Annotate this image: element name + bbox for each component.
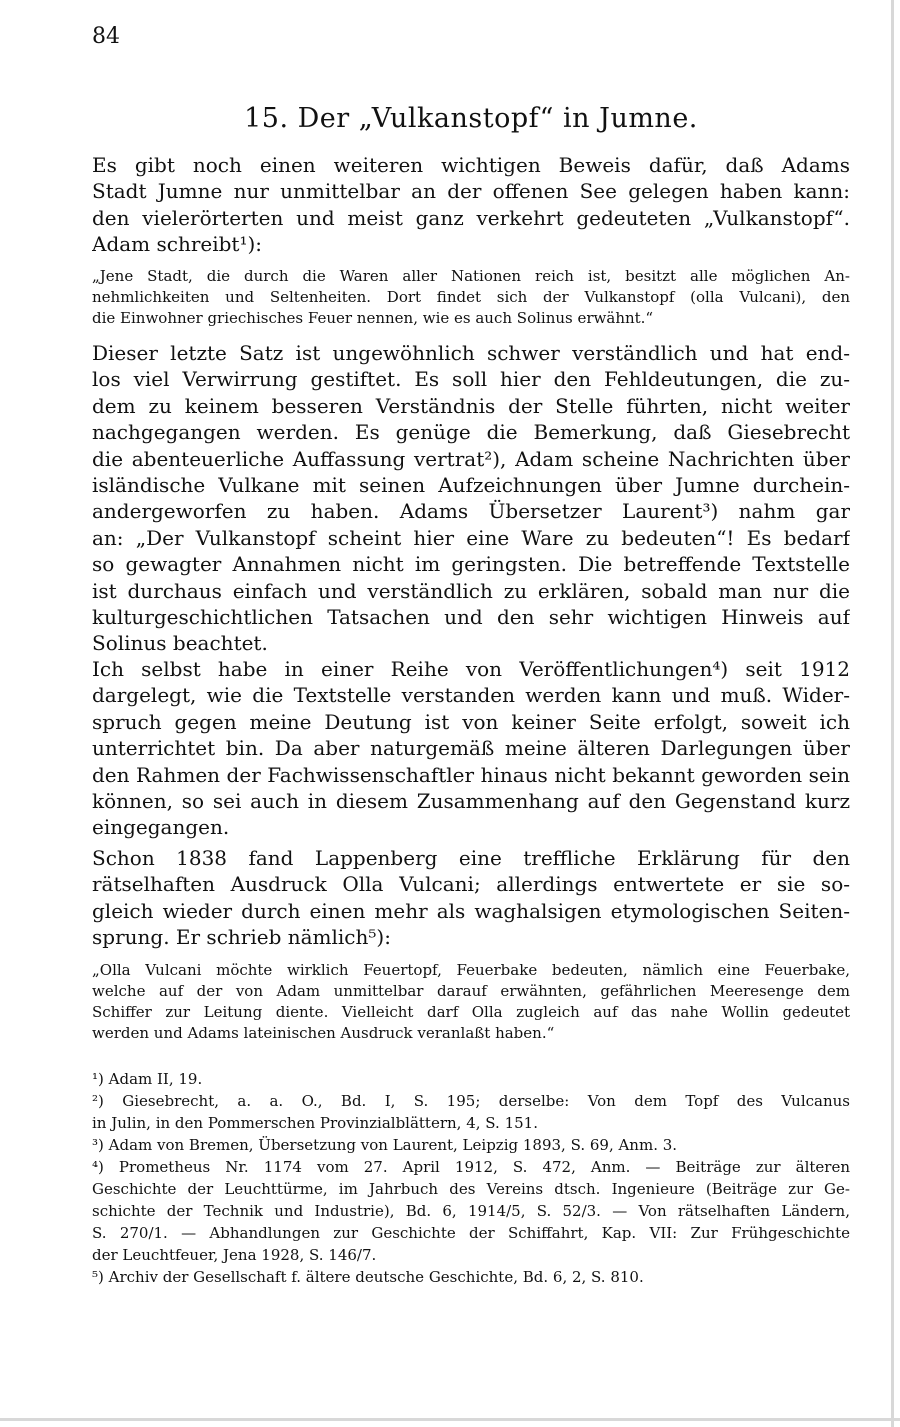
page-edge-bottom: [0, 1418, 900, 1421]
text-line: andergeworfen zu haben. Adams Übersetzer Laurent³) nahm gar: [92, 499, 850, 524]
paragraph-1: [92, 152, 850, 258]
footnote-line: schichte der Technik und Industrie), Bd. 6, 1914/5, S. 52/3. — Von rätselhaften Ländern,: [92, 1202, 850, 1220]
footnote-line: der Leuchtfeuer, Jena 1928, S. 146/7.: [92, 1246, 377, 1264]
page-number: 84: [92, 24, 120, 49]
quote-line: werden und Adams lateinischen Ausdruck veranlaßt haben.“: [92, 1024, 555, 1042]
text-line: nachgegangen werden. Es genüge die Bemerkung, daß Giesebrecht: [92, 420, 850, 445]
footnote-line: ¹) Adam II, 19.: [92, 1070, 203, 1088]
text-line: können, so sei auch in diesem Zusammenhang auf den Gegenstand kurz: [92, 788, 850, 813]
text-line: den Rahmen der Fachwissenschaftler hinaus nicht bekannt geworden sein: [92, 762, 850, 787]
quote-line: Schiffer zur Leitung diente. Vielleicht darf Olla zugleich auf das nahe Wollin gedeutet: [92, 1003, 850, 1021]
text-line: isländische Vulkane mit seinen Aufzeichnungen über Jumne durchein-: [92, 472, 850, 497]
text-line: Dieser letzte Satz ist ungewöhnlich schwer verständlich und hat end-: [92, 341, 850, 365]
text-line: den vielerörterten und meist ganz verkehrt gedeuteten „Vulkanstopf“.: [92, 205, 850, 230]
footnote-line: in Julin, in den Pommerschen Provinzialblättern, 4, S. 151.: [92, 1114, 538, 1132]
quote-line: nehmlichkeiten und Seltenheiten. Dort findet sich der Vulkanstopf (olla Vulcani), den: [92, 288, 850, 306]
paragraph-2: [92, 340, 850, 657]
text-line: so gewagter Annahmen nicht im geringsten. Die betreffende Textstelle: [92, 552, 850, 577]
quote-line: welche auf der von Adam unmittelbar darauf erwähnten, gefährlichen Meeresenge dem: [92, 982, 850, 1000]
footnote-line: ⁴) Prometheus Nr. 1174 vom 27. April 1912, S. 472, Anm. — Beiträge zur älteren: [92, 1158, 850, 1176]
text-line: dem zu keinem besseren Verständnis der Stelle führten, nicht weiter: [92, 393, 850, 418]
footnote-line: Geschichte der Leuchttürme, im Jahrbuch des Vereins dtsch. Ingenieure (Beiträge zur Ge-: [92, 1180, 850, 1198]
section-heading: 15. Der „Vulkanstopf“ in Jumne.: [244, 103, 698, 134]
text-line: Ich selbst habe in einer Reihe von Veröffentlichungen⁴) seit 1912: [92, 657, 850, 681]
quote-1: [92, 266, 850, 329]
footnote-line: ³) Adam von Bremen, Übersetzung von Laurent, Leipzig 1893, S. 69, Anm. 3.: [92, 1136, 678, 1154]
text-line: Adam schreibt¹):: [92, 232, 263, 257]
text-line: die abenteuerliche Auffassung vertrat²), Adam scheine Nachrichten über: [92, 446, 850, 471]
paragraph-4: [92, 845, 850, 951]
quote-line: die Einwohner griechisches Feuer nennen, wie es auch Solinus erwähnt.“: [92, 309, 654, 327]
text-line: kulturgeschichtlichen Tatsachen und den sehr wichtigen Hinweis auf: [92, 604, 850, 629]
text-line: gleich wieder durch einen mehr als waghalsigen etymologischen Seiten-: [92, 898, 850, 923]
text-line: los viel Verwirrung gestiftet. Es soll hier den Fehldeutungen, die zu-: [92, 367, 850, 392]
text-line: sprung. Er schrieb nämlich⁵):: [92, 925, 391, 950]
footnote-line: ²) Giesebrecht, a. a. O., Bd. I, S. 195; derselbe: Von dem Topf des Vulcanus: [92, 1092, 850, 1110]
paragraph-3: [92, 656, 850, 841]
page-edge-right: [891, 0, 894, 1427]
text-line: ist durchaus einfach und verständlich zu erklären, sobald man nur die: [92, 578, 850, 603]
text-line: Solinus beachtet.: [92, 631, 268, 656]
footnote-line: ⁵) Archiv der Gesellschaft f. ältere deutsche Geschichte, Bd. 6, 2, S. 810.: [92, 1268, 644, 1286]
text-line: dargelegt, wie die Textstelle verstanden werden kann und muß. Wider-: [92, 683, 850, 708]
text-line: unterrichtet bin. Da aber naturgemäß meine älteren Darlegungen über: [92, 736, 850, 761]
text-line: an: „Der Vulkanstopf scheint hier eine Ware zu bedeuten“! Es bedarf: [92, 525, 850, 550]
text-line: Schon 1838 fand Lappenberg eine treffliche Erklärung für den: [92, 846, 850, 870]
text-line: Stadt Jumne nur unmittelbar an der offenen See gelegen haben kann:: [92, 179, 850, 204]
text-line: rätselhaften Ausdruck Olla Vulcani; allerdings entwertete er sie so-: [92, 872, 850, 897]
footnotes: [92, 1068, 850, 1288]
quote-2: [92, 960, 850, 1044]
footnote-line: S. 270/1. — Abhandlungen zur Geschichte der Schiffahrt, Kap. VII: Zur Frühgeschichte: [92, 1224, 850, 1242]
text-line: spruch gegen meine Deutung ist von keiner Seite erfolgt, soweit ich: [92, 709, 850, 734]
text-line: Es gibt noch einen weiteren wichtigen Beweis dafür, daß Adams: [92, 153, 850, 177]
quote-line: „Olla Vulcani möchte wirklich Feuertopf, Feuerbake bedeuten, nämlich eine Feuerbake,: [92, 961, 850, 979]
text-line: eingegangen.: [92, 815, 230, 840]
quote-line: „Jene Stadt, die durch die Waren aller Nationen reich ist, besitzt alle möglichen An-: [92, 267, 850, 285]
